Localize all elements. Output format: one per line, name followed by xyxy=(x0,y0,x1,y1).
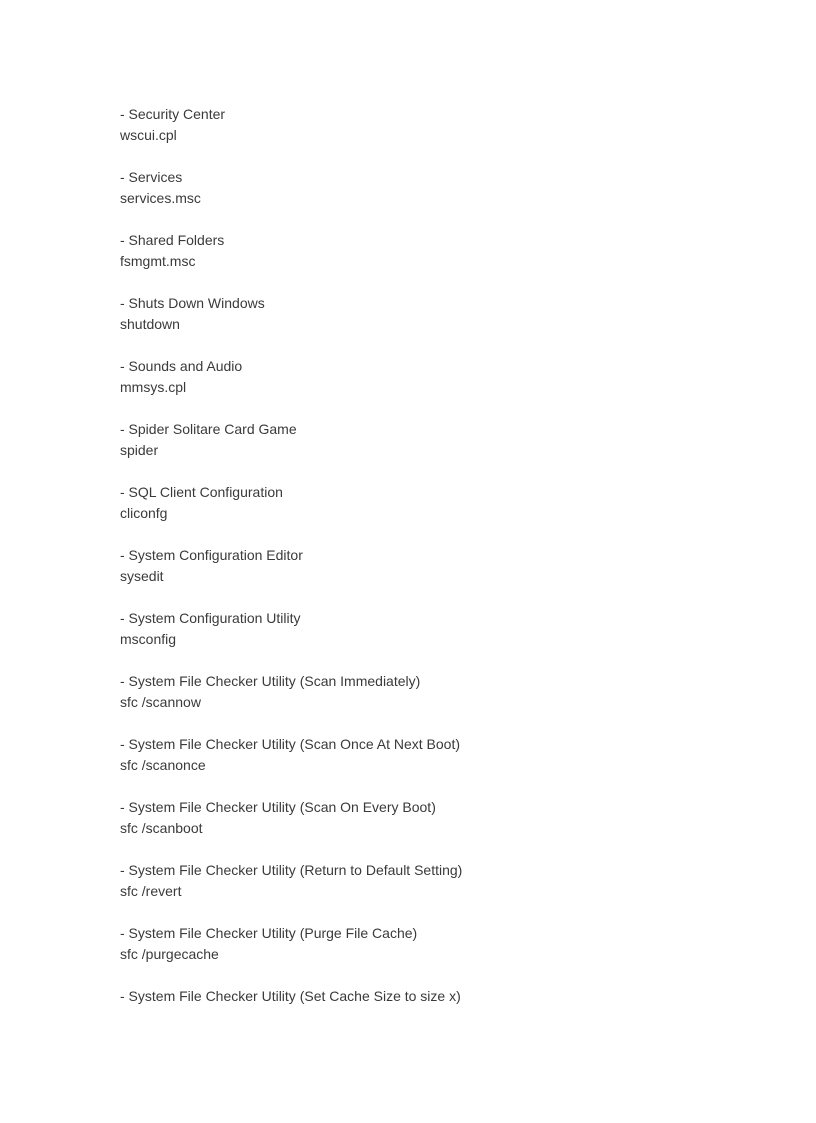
entry-services xyxy=(120,167,760,230)
entry-system-config-utility xyxy=(120,608,760,671)
entry-title: - Security Center xyxy=(120,106,226,122)
entry-sfc-scanonce xyxy=(120,734,760,797)
entry-title: - System File Checker Utility (Scan On Every Boot) xyxy=(120,799,436,815)
entry-sfc-cachesize xyxy=(120,986,760,1049)
entry-shared-folders xyxy=(120,230,760,293)
entry-title: - Sounds and Audio xyxy=(120,358,243,374)
entry-command: shutdown xyxy=(120,316,180,332)
entry-security-center xyxy=(120,104,760,167)
entry-command: wscui.cpl xyxy=(120,127,177,143)
entry-command: msconfig xyxy=(120,631,177,647)
entry-system-config-editor xyxy=(120,545,760,608)
entry-title: - System File Checker Utility (Scan Once At Next Boot) xyxy=(120,736,460,752)
entry-sfc-purgecache xyxy=(120,923,760,986)
entry-sounds-audio xyxy=(120,356,760,419)
entry-command xyxy=(120,1007,760,1028)
entry-command: fsmgmt.msc xyxy=(120,253,196,269)
entry-sfc-revert xyxy=(120,860,760,923)
entry-command: mmsys.cpl xyxy=(120,379,187,395)
document-page xyxy=(120,104,760,1049)
entry-sfc-scanboot xyxy=(120,797,760,860)
entry-title: - Shuts Down Windows xyxy=(120,295,265,311)
entry-title: - System File Checker Utility (Return to Default Setting) xyxy=(120,862,463,878)
entry-command: sfc /revert xyxy=(120,883,182,899)
entry-command: spider xyxy=(120,442,159,458)
entry-title: - Services xyxy=(120,169,183,185)
entry-command: sfc /scanboot xyxy=(120,820,203,836)
entry-title: - Spider Solitare Card Game xyxy=(120,421,297,437)
entry-title: - System File Checker Utility (Purge File Cache) xyxy=(120,925,418,941)
entry-command: sfc /scanonce xyxy=(120,757,206,773)
entry-title: - SQL Client Configuration xyxy=(120,484,283,500)
entry-command: sysedit xyxy=(120,568,164,584)
entry-title: - System File Checker Utility (Set Cache Size to size x) xyxy=(120,988,461,1004)
entry-sfc-scannow xyxy=(120,671,760,734)
entry-spider-solitaire xyxy=(120,419,760,482)
entry-sql-client-config xyxy=(120,482,760,545)
entry-title: - Shared Folders xyxy=(120,232,225,248)
entry-command: sfc /purgecache xyxy=(120,946,219,962)
entry-command: services.msc xyxy=(120,190,201,206)
entry-command: sfc /scannow xyxy=(120,694,201,710)
entry-title: - System File Checker Utility (Scan Immediately) xyxy=(120,673,421,689)
entry-title: - System Configuration Utility xyxy=(120,610,301,626)
entry-title: - System Configuration Editor xyxy=(120,547,303,563)
entry-command: cliconfg xyxy=(120,505,168,521)
entry-shutdown xyxy=(120,293,760,356)
